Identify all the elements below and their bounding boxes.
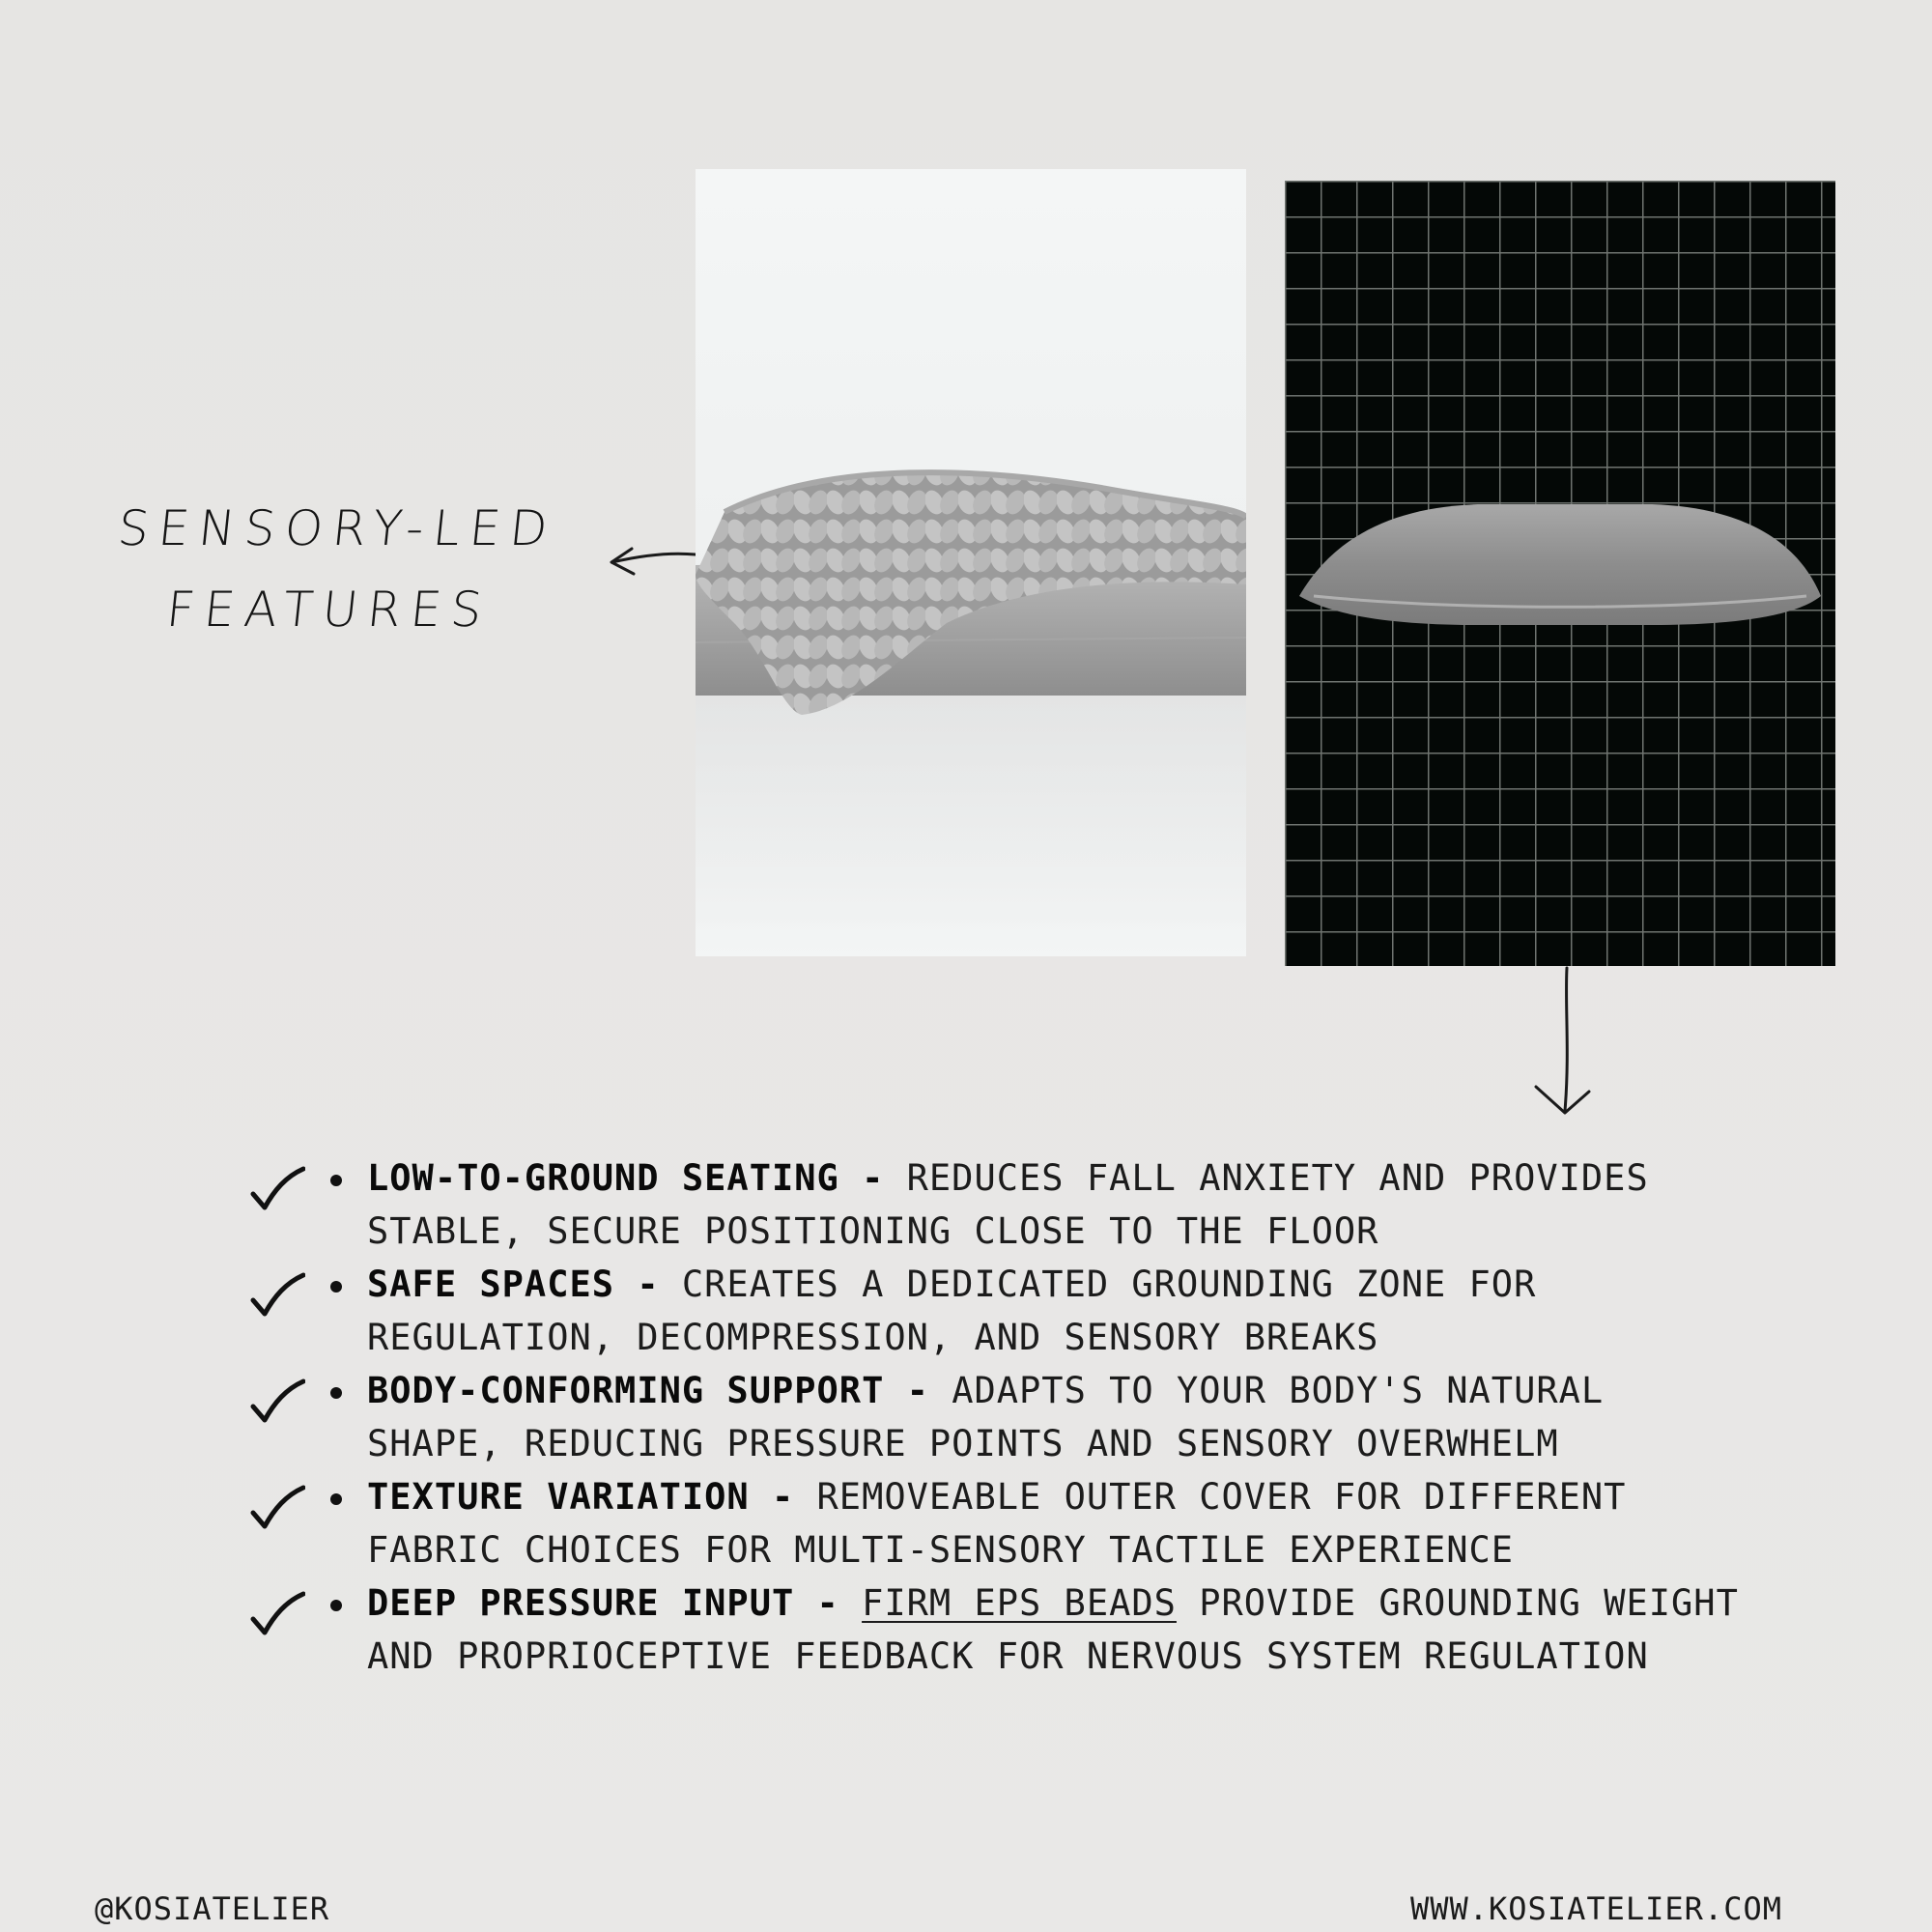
checkmark-icon bbox=[249, 1378, 305, 1426]
feature-separator: - bbox=[614, 1264, 682, 1305]
social-handle: @KOSIATELIER bbox=[95, 1890, 330, 1927]
bullet-dot bbox=[330, 1387, 342, 1399]
feature-title: DEEP PRESSURE INPUT bbox=[367, 1582, 795, 1624]
feature-separator: - bbox=[794, 1582, 863, 1624]
checkmark-icon bbox=[249, 1271, 305, 1320]
heading-line-1: SENSORY-LED bbox=[115, 500, 560, 556]
feature-text bbox=[367, 1258, 1748, 1364]
feature-item-safe-spaces bbox=[242, 1258, 1748, 1364]
feature-item-low-to-ground bbox=[242, 1151, 1748, 1258]
bullet-dot bbox=[330, 1493, 342, 1505]
eps-beads-link[interactable]: FIRM EPS BEADS bbox=[862, 1582, 1177, 1624]
feature-item-deep-pressure bbox=[242, 1577, 1748, 1683]
feature-title: LOW-TO-GROUND SEATING bbox=[367, 1157, 839, 1199]
photo-knit-blanket-on-cushion bbox=[696, 169, 1246, 956]
checkmark-icon bbox=[249, 1590, 305, 1638]
feature-description: ADAPTS TO YOUR BODY'S NATURAL SHAPE, REDUCING PRESSURE POINTS AND SENSORY OVERWHELM bbox=[367, 1370, 1605, 1464]
bullet-dot bbox=[330, 1281, 342, 1293]
arrow-left-icon bbox=[607, 541, 697, 580]
bullet-dot bbox=[330, 1600, 342, 1611]
feature-list bbox=[242, 1151, 1748, 1683]
photo-pillow-on-grid bbox=[1285, 181, 1835, 966]
website-url[interactable]: WWW.KOSIATELIER.COM bbox=[1409, 1890, 1782, 1927]
arrow-down-icon bbox=[1526, 966, 1604, 1121]
bullet-dot bbox=[330, 1175, 342, 1186]
checkmark-icon bbox=[249, 1165, 305, 1213]
heading-line-2: FEATURES bbox=[163, 582, 495, 638]
feature-text bbox=[367, 1364, 1748, 1470]
checkmark-icon bbox=[249, 1484, 305, 1532]
feature-description: PROVIDE GROUNDING WEIGHT AND PROPRIOCEPTIVE FEEDBACK FOR NERVOUS SYSTEM REGULATION bbox=[367, 1582, 1739, 1677]
feature-text bbox=[367, 1470, 1748, 1577]
feature-description: REMOVEABLE OUTER COVER FOR DIFFERENT FABRIC CHOICES FOR MULTI-SENSORY TACTILE EXPERIENCE bbox=[367, 1476, 1627, 1571]
section-heading bbox=[83, 488, 583, 650]
feature-item-texture-variation bbox=[242, 1470, 1748, 1577]
feature-text bbox=[367, 1577, 1748, 1683]
feature-description: REDUCES FALL ANXIETY AND PROVIDES STABLE, SECURE POSITIONING CLOSE TO THE FLOOR bbox=[367, 1157, 1649, 1252]
feature-separator: - bbox=[884, 1370, 952, 1411]
feature-separator: - bbox=[749, 1476, 817, 1518]
feature-item-body-conforming bbox=[242, 1364, 1748, 1470]
feature-title: SAFE SPACES bbox=[367, 1264, 615, 1305]
feature-description: CREATES A DEDICATED GROUNDING ZONE FOR REGULATION, DECOMPRESSION, AND SENSORY BREAKS bbox=[367, 1264, 1537, 1358]
feature-text bbox=[367, 1151, 1748, 1258]
feature-separator: - bbox=[838, 1157, 907, 1199]
feature-title: TEXTURE VARIATION bbox=[367, 1476, 750, 1518]
feature-title: BODY-CONFORMING SUPPORT bbox=[367, 1370, 885, 1411]
